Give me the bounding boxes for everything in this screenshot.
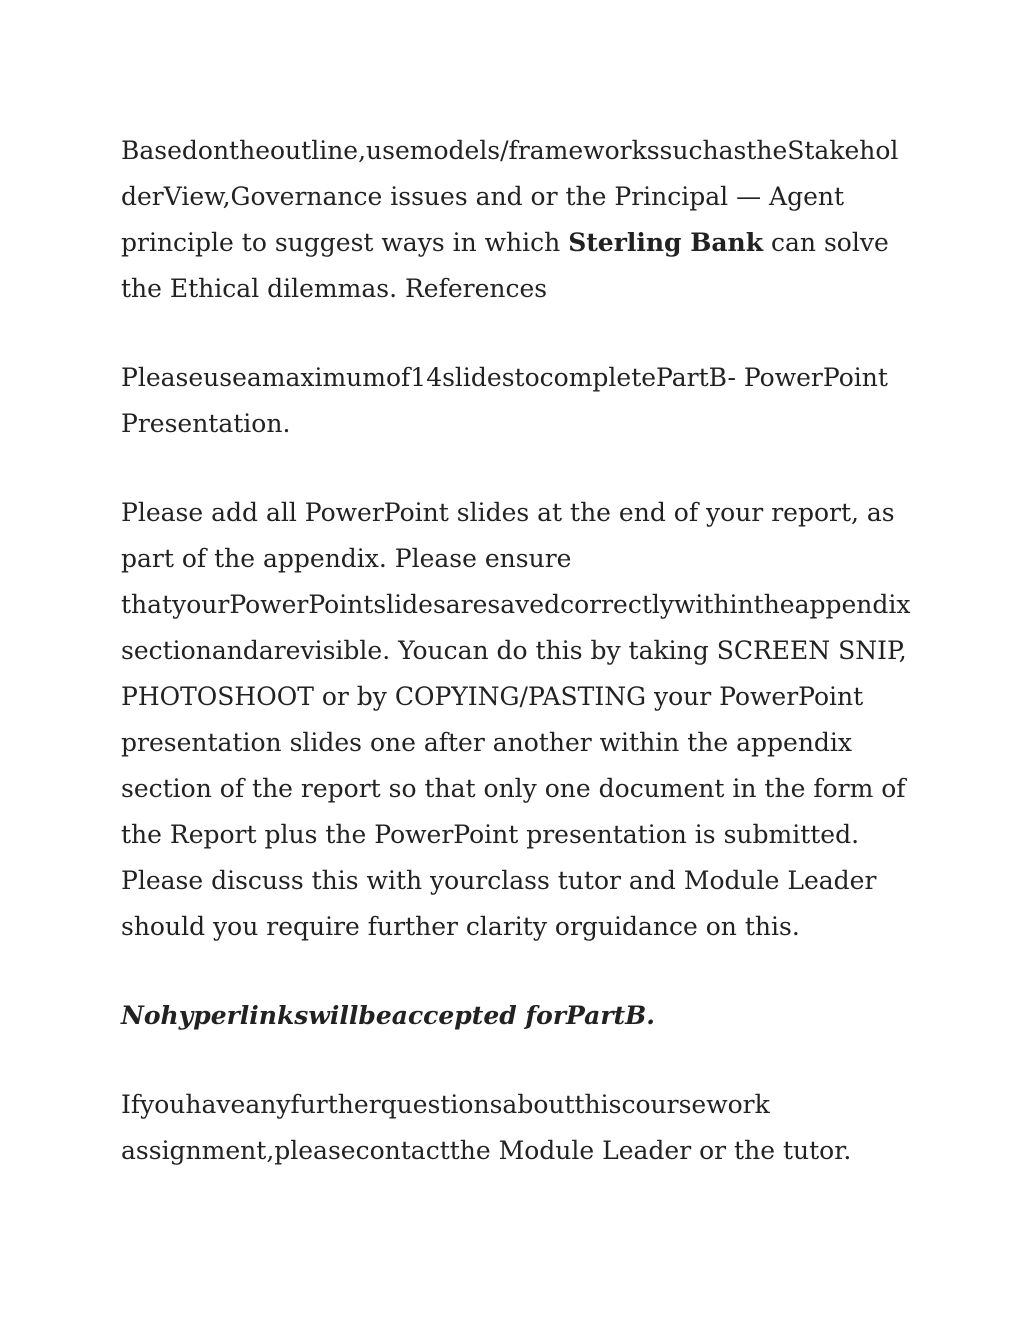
text-line: section of the report so that only one document in the form of	[121, 774, 906, 803]
text-line: Presentation.	[121, 409, 291, 438]
text-line: assignment,pleasecontactthe Module Leader or the tutor.	[121, 1136, 852, 1165]
text-run: principle to suggest ways in which	[121, 228, 569, 257]
text-line: should you require further clarity orguidance on this.	[121, 912, 800, 941]
text-run: can solve	[763, 228, 889, 257]
text-line: the Report plus the PowerPoint presentation is submitted.	[121, 820, 860, 849]
emphasis-note: Nohyperlinkswillbeaccepted forPartB.	[121, 1001, 655, 1030]
text-line	[121, 220, 911, 266]
text-line: sectionandarevisible. Youcan do this by taking SCREEN SNIP,	[121, 636, 907, 665]
text-line: derView,Governance issues and or the Principal — Agent	[121, 182, 845, 211]
paragraph-frameworks	[121, 128, 911, 312]
paragraph-contact	[121, 1082, 911, 1174]
text-line: thatyourPowerPointslidesaresavedcorrectlywithintheappendix	[121, 590, 911, 619]
paragraph-no-hyperlinks	[121, 993, 911, 1039]
text-line: Pleaseuseamaximumof14slidestocompletePartB- PowerPoint	[121, 363, 888, 392]
text-line: part of the appendix. Please ensure	[121, 544, 572, 573]
paragraph-slide-limit	[121, 355, 911, 447]
text-line: Please add all PowerPoint slides at the end of your report, as	[121, 498, 895, 527]
text-line: PHOTOSHOOT or by COPYING/PASTING your PowerPoint	[121, 682, 864, 711]
company-name: Sterling Bank	[568, 228, 764, 257]
text-line: presentation slides one after another within the appendix	[121, 728, 853, 757]
text-line: Basedontheoutline,usemodels/frameworkssuchastheStakehol	[121, 136, 899, 165]
paragraph-appendix-instructions	[121, 490, 911, 950]
document-page	[121, 128, 911, 1217]
text-line: the Ethical dilemmas. References	[121, 274, 548, 303]
text-line: Please discuss this with yourclass tutor and Module Leader	[121, 866, 877, 895]
text-line: Ifyouhaveanyfurtherquestionsaboutthiscoursework	[121, 1090, 770, 1119]
